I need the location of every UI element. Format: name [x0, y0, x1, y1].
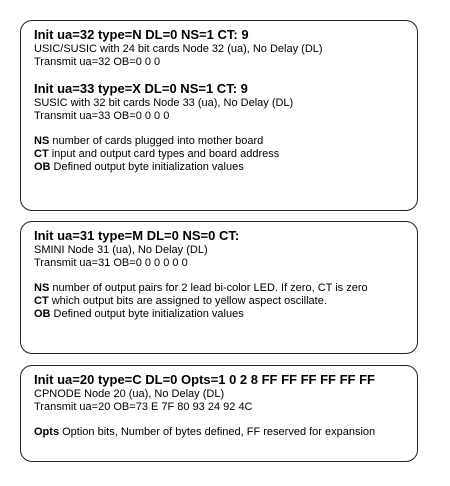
- note-opts: [34, 426, 407, 439]
- init-header-ua33: Init ua=33 type=X DL=0 NS=1 CT: 9: [34, 81, 248, 96]
- note-ns: [34, 282, 407, 295]
- note-ct: [34, 295, 407, 308]
- note-key: CT: [34, 148, 49, 160]
- note-text: Defined output byte initialization values: [50, 161, 244, 173]
- note-text: which output bits are assigned to yellow aspect oscillate.: [48, 295, 327, 307]
- note-text: number of output pairs for 2 lead bi-color LED. If zero, CT is zero: [49, 282, 368, 294]
- init-header-ua32: Init ua=32 type=N DL=0 NS=1 CT: 9: [34, 27, 249, 42]
- note-text: input and output card types and board address: [48, 148, 280, 160]
- transmit-ua20: Transmit ua=20 OB=73 E 7F 80 93 24 92 4C: [34, 401, 253, 413]
- note-ob: [34, 161, 407, 174]
- note-ct: [34, 148, 407, 161]
- note-key: NS: [34, 135, 50, 147]
- note-text: Option bits, Number of bytes defined, FF reserved for expansion: [59, 426, 376, 438]
- config-panel-smini: [20, 221, 418, 354]
- transmit-ua33: Transmit ua=33 OB=0 0 0 0: [34, 110, 170, 122]
- note-ns: [34, 135, 407, 148]
- transmit-ua31: Transmit ua=31 OB=0 0 0 0 0 0: [34, 257, 188, 269]
- init-header-ua20: Init ua=20 type=C DL=0 Opts=1 0 2 8 FF FF FF FF FF FF: [34, 372, 375, 387]
- description-ua31: SMINI Node 31 (ua), No Delay (DL): [34, 244, 208, 256]
- note-key: CT: [34, 295, 49, 307]
- config-panel-cpnode: [20, 365, 418, 462]
- transmit-ua32: Transmit ua=32 OB=0 0 0: [34, 56, 161, 68]
- note-key: NS: [34, 282, 50, 294]
- description-ua33: SUSIC with 32 bit cards Node 33 (ua), No Delay (DL): [34, 97, 294, 109]
- config-panel-usic: [20, 20, 418, 211]
- description-ua32: USIC/SUSIC with 24 bit cards Node 32 (ua), No Delay (DL): [34, 43, 323, 55]
- note-ob: [34, 308, 407, 321]
- note-text: number of cards plugged into mother board: [49, 135, 264, 147]
- note-key: OB: [34, 308, 51, 320]
- note-text: Defined output byte initialization values: [50, 308, 244, 320]
- note-key: OB: [34, 161, 51, 173]
- description-ua20: CPNODE Node 20 (ua), No Delay (DL): [34, 388, 225, 400]
- init-header-ua31: Init ua=31 type=M DL=0 NS=0 CT:: [34, 228, 240, 243]
- note-key: Opts: [34, 426, 60, 438]
